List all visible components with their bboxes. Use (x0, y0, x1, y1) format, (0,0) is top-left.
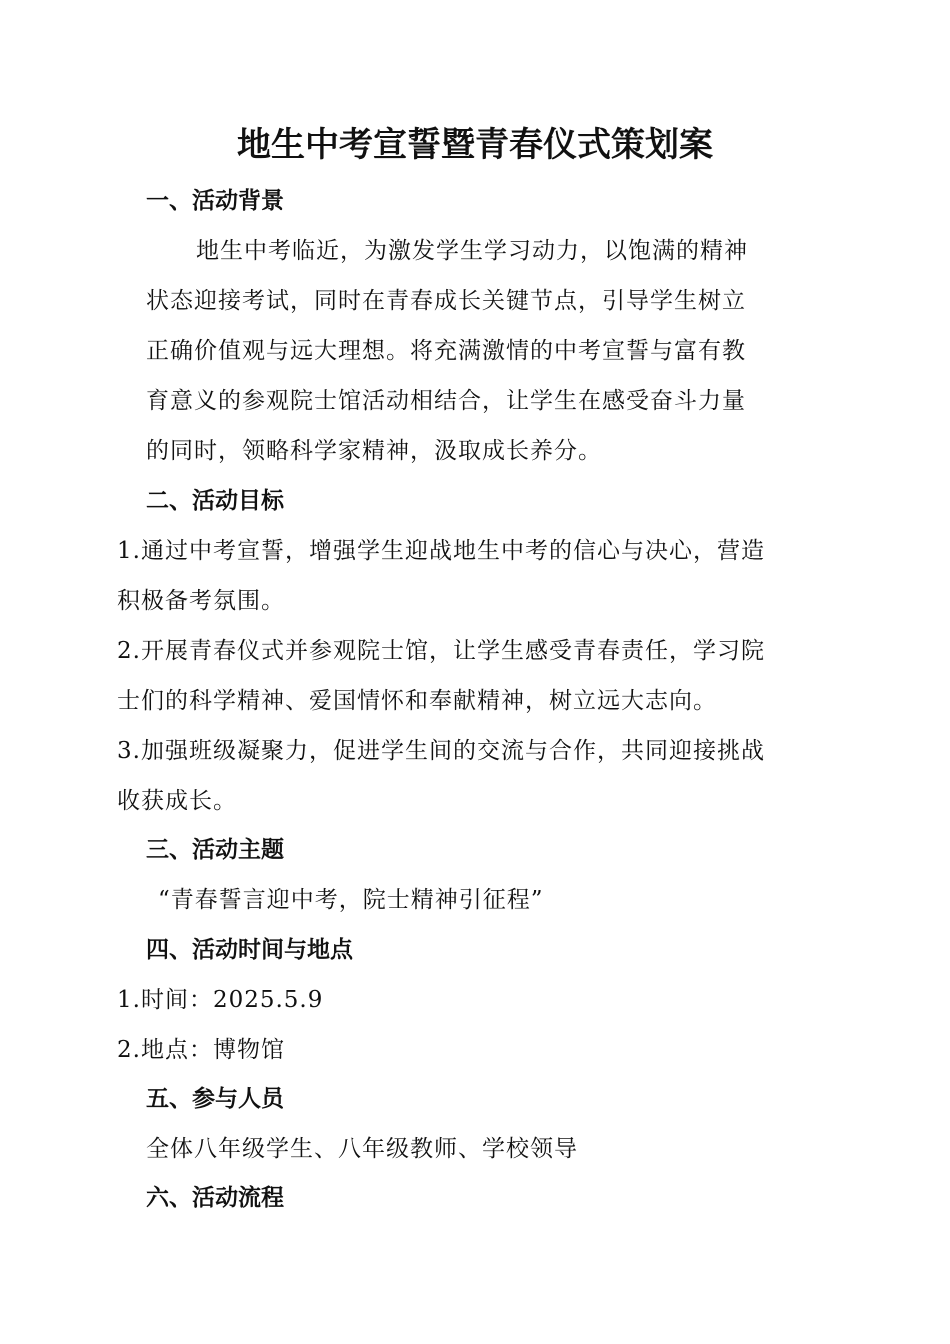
paragraph-line: 状态迎接考试，同时在青春成长关键节点，引导学生树立 (146, 288, 746, 314)
section-heading-process: 六、活动流程 (146, 1185, 284, 1211)
list-item-line: 2.开展青春仪式并参观院士馆，让学生感受青春责任，学习院 (117, 638, 765, 664)
place-line: 2.地点：博物馆 (117, 1037, 285, 1063)
list-item-line: 士们的科学精神、爱国情怀和奉献精神，树立远大志向。 (117, 688, 717, 714)
list-item-line: 积极备考氛围。 (117, 588, 285, 614)
section-heading-background: 一、活动背景 (146, 188, 284, 214)
section-heading-goals: 二、活动目标 (146, 488, 284, 514)
paragraph-line: 的同时，领略科学家精神，汲取成长养分。 (146, 438, 602, 464)
paragraph-line: 育意义的参观院士馆活动相结合，让学生在感受奋斗力量 (146, 388, 746, 414)
paragraph-line: 地生中考临近，为激发学生学习动力，以饱满的精神 (196, 238, 748, 264)
document-title: 地生中考宣誓暨青春仪式策划案 (237, 125, 713, 165)
section-heading-participants: 五、参与人员 (146, 1086, 284, 1112)
section-heading-time-place: 四、活动时间与地点 (146, 937, 353, 963)
list-item-line: 3.加强班级凝聚力，促进学生间的交流与合作，共同迎接挑战 (117, 738, 765, 764)
time-line: 1.时间：2025.5.9 (117, 987, 324, 1013)
section-heading-theme: 三、活动主题 (146, 837, 284, 863)
participants-line: 全体八年级学生、八年级教师、学校领导 (146, 1136, 578, 1162)
list-item-line: 1.通过中考宣誓，增强学生迎战地生中考的信心与决心，营造 (117, 538, 765, 564)
list-item-line: 收获成长。 (117, 788, 237, 814)
theme-quote: “青春誓言迎中考，院士精神引征程” (158, 887, 544, 913)
paragraph-line: 正确价值观与远大理想。将充满激情的中考宣誓与富有教 (146, 338, 746, 364)
